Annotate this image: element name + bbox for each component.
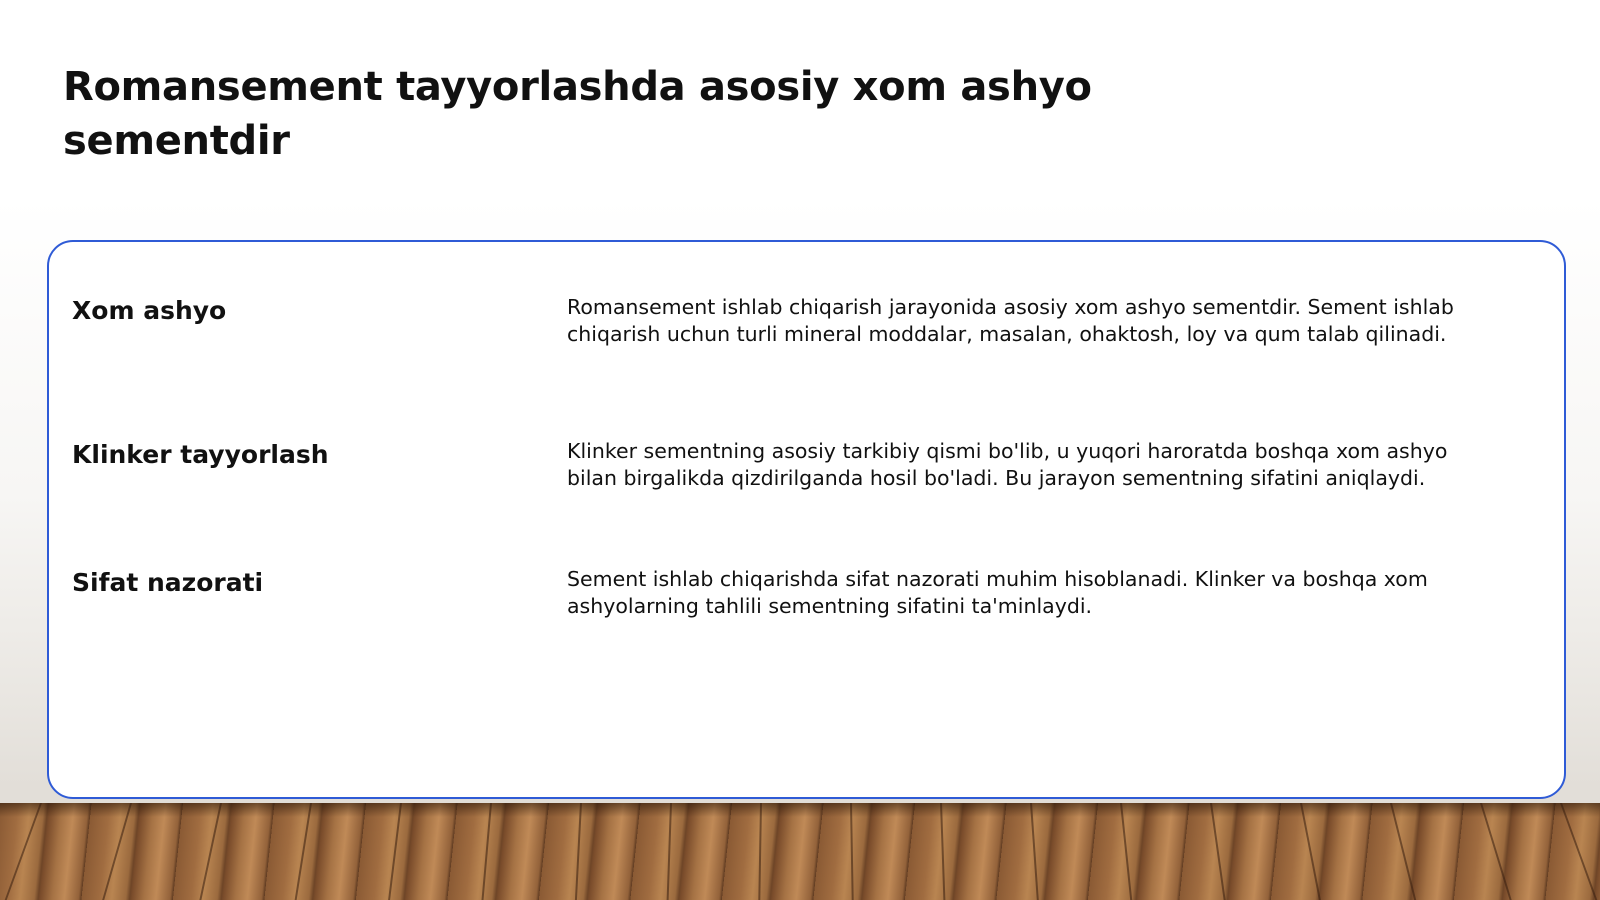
wooden-floor-image bbox=[0, 803, 1600, 900]
row-description: Sement ishlab chiqarishda sifat nazorati muhim hisoblanadi. Klinker va boshqa xom ashyolarning tahlili sementning sifatini ta'minlaydi. bbox=[567, 567, 1428, 618]
row-description: Klinker sementning asosiy tarkibiy qismi bo'lib, u yuqori haroratda boshqa xom ashyo bilan birgalikda qizdirilganda hosil bo'ladi. Bu jarayon sementning sifatini aniqlaydi. bbox=[567, 439, 1448, 490]
row-label: Sifat nazorati bbox=[72, 568, 264, 597]
slide-title: Romansement tayyorlashda asosiy xom ashyo sementdir bbox=[63, 64, 1092, 164]
row-description: Romansement ishlab chiqarish jarayonida asosiy xom ashyo sementdir. Sement ishlab chiqarish uchun turli mineral moddalar, masalan, ohaktosh, loy va qum talab qilinadi. bbox=[567, 295, 1454, 346]
row-label: Xom ashyo bbox=[72, 296, 227, 325]
row-label: Klinker tayyorlash bbox=[72, 440, 329, 469]
content-card bbox=[47, 240, 1566, 799]
